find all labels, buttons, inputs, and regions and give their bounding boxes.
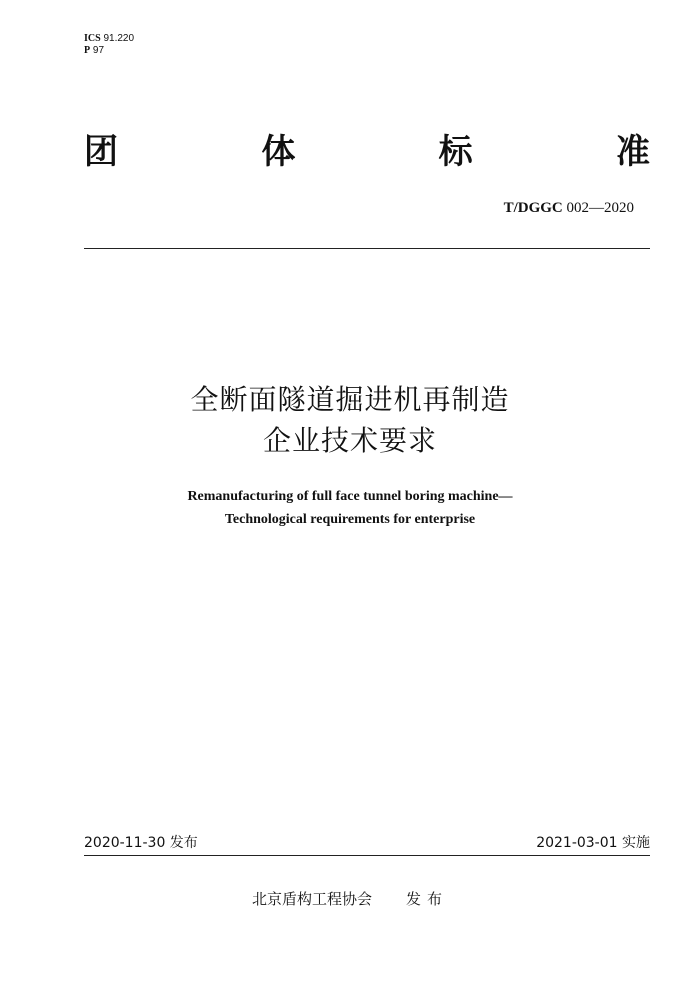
standard-type-char: 体 [261,132,296,172]
class-label: P [84,45,91,56]
title-cn-line2: 企业技术要求 [262,424,437,457]
standard-type-char: 标 [438,132,473,172]
ics-line [84,33,134,45]
publisher-name: 北京盾构工程协会 [251,890,372,908]
classification-block [84,33,134,57]
bottom-divider [84,855,650,856]
standard-code-number: 002—2020 [566,200,634,216]
ics-value: 91.220 [103,33,135,44]
standard-type-heading [84,132,650,172]
top-divider [84,248,650,249]
title-en-line1: Remanufacturing of full face tunnel boring machine— [187,489,513,504]
title-en-line2: Technological requirements for enterprise [224,512,476,527]
ics-label: ICS [84,33,101,44]
implementation-date: 2021-03-01 实施 [536,835,650,851]
standard-code-prefix: T/DGGC [503,200,563,216]
standard-code [504,200,634,217]
title-cn-line1: 全断面隧道掘进机再制造 [190,383,510,416]
publisher-action: 发布 [406,890,449,908]
standard-type-char: 团 [84,132,118,172]
class-line [84,45,134,57]
class-value: 97 [92,45,105,56]
standard-type-char: 准 [615,132,650,172]
release-date: 2020-11-30 发布 [84,835,198,851]
publisher-line [0,888,700,909]
